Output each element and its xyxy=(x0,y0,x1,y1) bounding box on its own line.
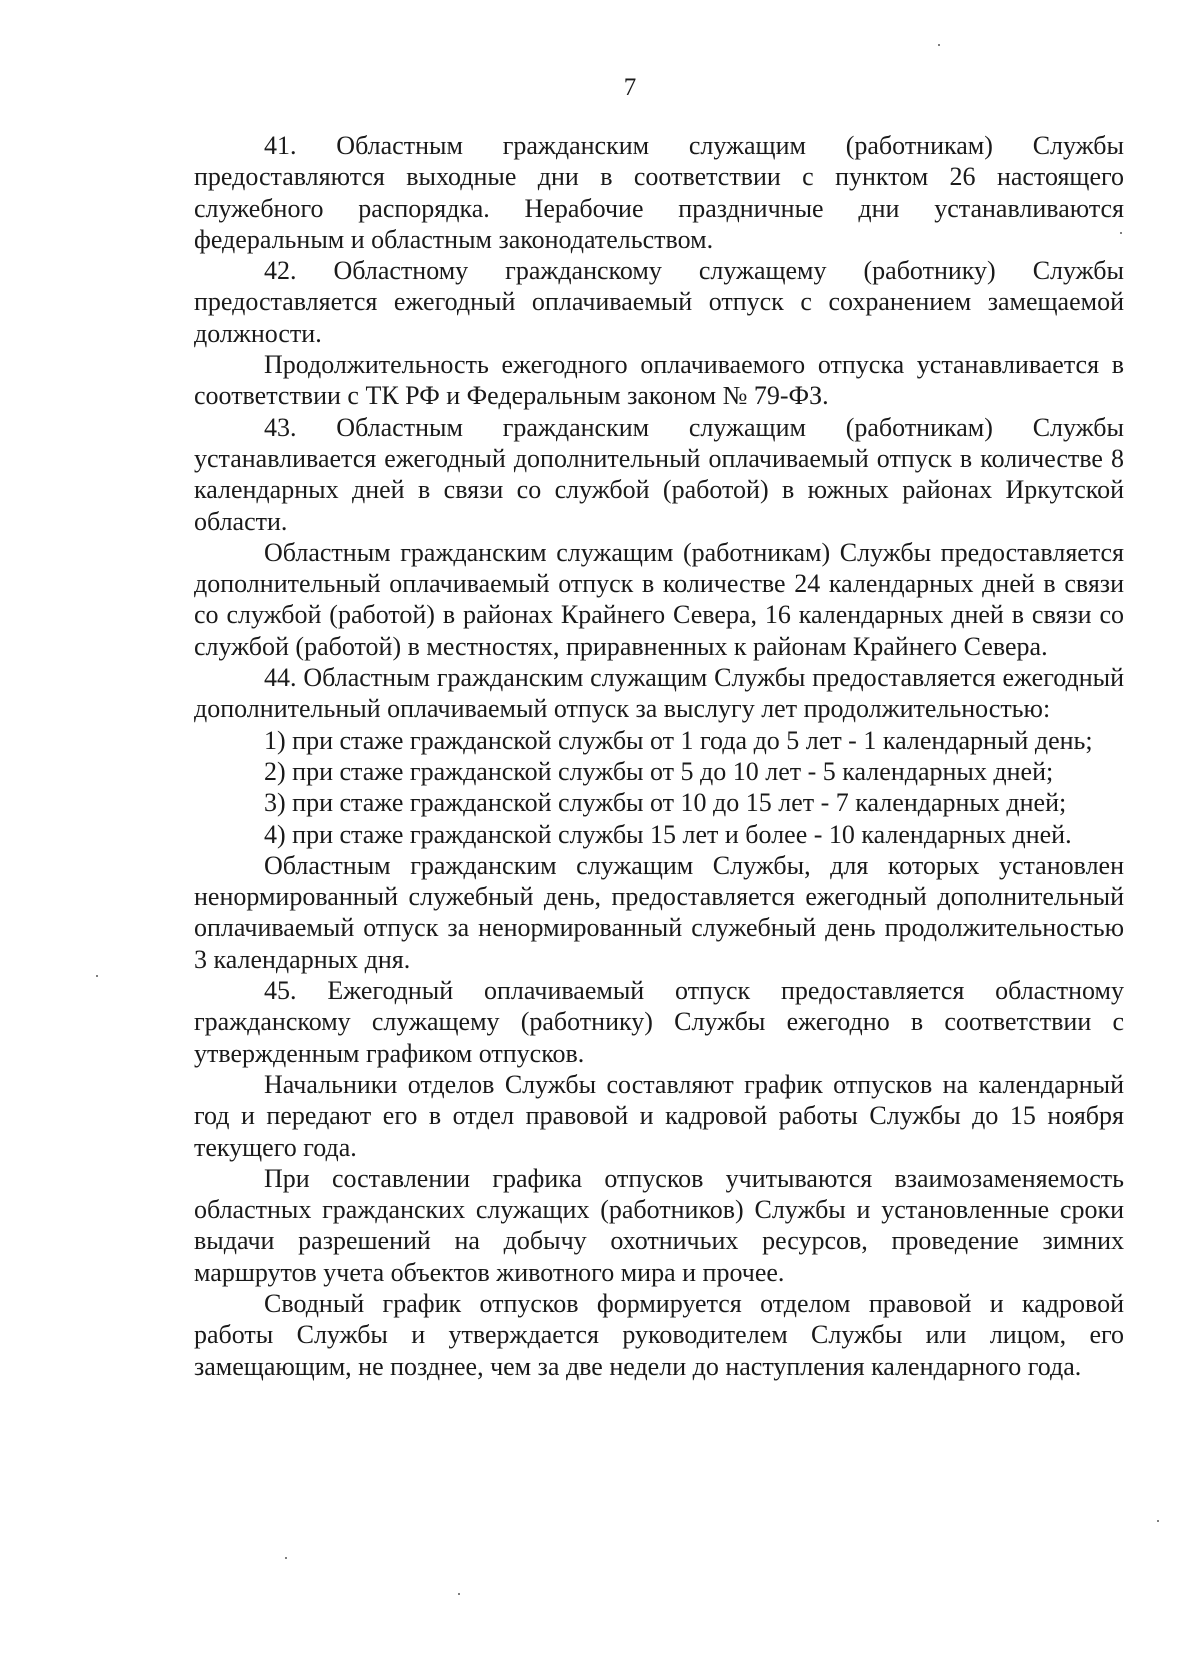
scan-speck xyxy=(938,44,940,46)
paragraph-42-duration: Продолжительность ежегодного оплачиваемого отпуска устанавливается в соответствии с ТК РФ и Федеральным законом № 79-ФЗ. xyxy=(194,350,1124,411)
list-item-1: 1) при стаже гражданской службы от 1 года до 5 лет - 1 календарный день; xyxy=(264,725,1093,755)
paragraph-44-irregular-day: Областным гражданским служащим Службы, для которых установлен ненормированный служебный день, предоставляется ежегодный дополнительный оплачиваемый отпуск за ненормированный служебный день продолжительностью 3 календарных дня. xyxy=(194,850,1124,974)
list-item-4: 4) при стаже гражданской службы 15 лет и более - 10 календарных дней. xyxy=(264,819,1072,849)
scan-speck xyxy=(1120,232,1122,234)
paragraph-42: 42. Областному гражданскому служащему (работнику) Службы предоставляется ежегодный оплачиваемый отпуск с сохранением замещаемой должности. xyxy=(194,256,1124,348)
document-body xyxy=(194,130,1124,1382)
paragraph-45-considerations: При составлении графика отпусков учитываются взаимозаменяемость областных гражданских служащих (работников) Службы и установленные сроки выдачи разрешений на добычу охотничьих ресурсов, проведение зимних маршрутов учета объектов животного мира и прочее. xyxy=(194,1163,1124,1287)
paragraph-44: 44. Областным гражданским служащим Службы предоставляется ежегодный дополнительный оплачиваемый отпуск за выслугу лет продолжительностью: xyxy=(194,663,1124,724)
scan-speck xyxy=(458,1593,460,1595)
paragraph-43: 43. Областным гражданским служащим (работникам) Службы устанавливается ежегодный дополнительный оплачиваемый отпуск в количестве 8 календарных дней в связи со службой (работой) в южных районах Иркутской области. xyxy=(194,412,1124,536)
page-number: 7 xyxy=(623,74,637,101)
scan-speck xyxy=(1157,1520,1159,1522)
list-item-3: 3) при стаже гражданской службы от 10 до 15 лет - 7 календарных дней; xyxy=(264,788,1067,818)
list-item-2: 2) при стаже гражданской службы от 5 до 10 лет - 5 календарных дней; xyxy=(264,756,1054,786)
scan-speck xyxy=(285,1557,287,1559)
paragraph-45-summary-schedule: Сводный график отпусков формируется отделом правовой и кадровой работы Службы и утверждается руководителем Службы или лицом, его замещающим, не позднее, чем за две недели до наступления календарного года. xyxy=(194,1288,1124,1381)
paragraph-41: 41. Областным гражданским служащим (работникам) Службы предоставляются выходные дни в соответствии с пунктом 26 настоящего служебного распорядка. Нерабочие праздничные дни устанавливаются федеральным и областным законодательством. xyxy=(194,131,1124,254)
paragraph-45: 45. Ежегодный оплачиваемый отпуск предоставляется областному гражданскому служащему (работнику) Службы ежегодно в соответствии с утвержденным графиком отпусков. xyxy=(194,976,1124,1068)
paragraph-43-north: Областным гражданским служащим (работникам) Службы предоставляется дополнительный оплачиваемый отпуск в количестве 24 календарных дней в связи со службой (работой) в районах Крайнего Севера, 16 календарных дней в связи со службой (работой) в местностях, приравненных к районам Крайнего Севера. xyxy=(194,537,1124,661)
scan-speck xyxy=(96,975,98,977)
paragraph-45-schedule: Начальники отделов Службы составляют график отпусков на календарный год и передают его в отдел правовой и кадровой работы Службы до 15 ноября текущего года. xyxy=(194,1069,1124,1162)
